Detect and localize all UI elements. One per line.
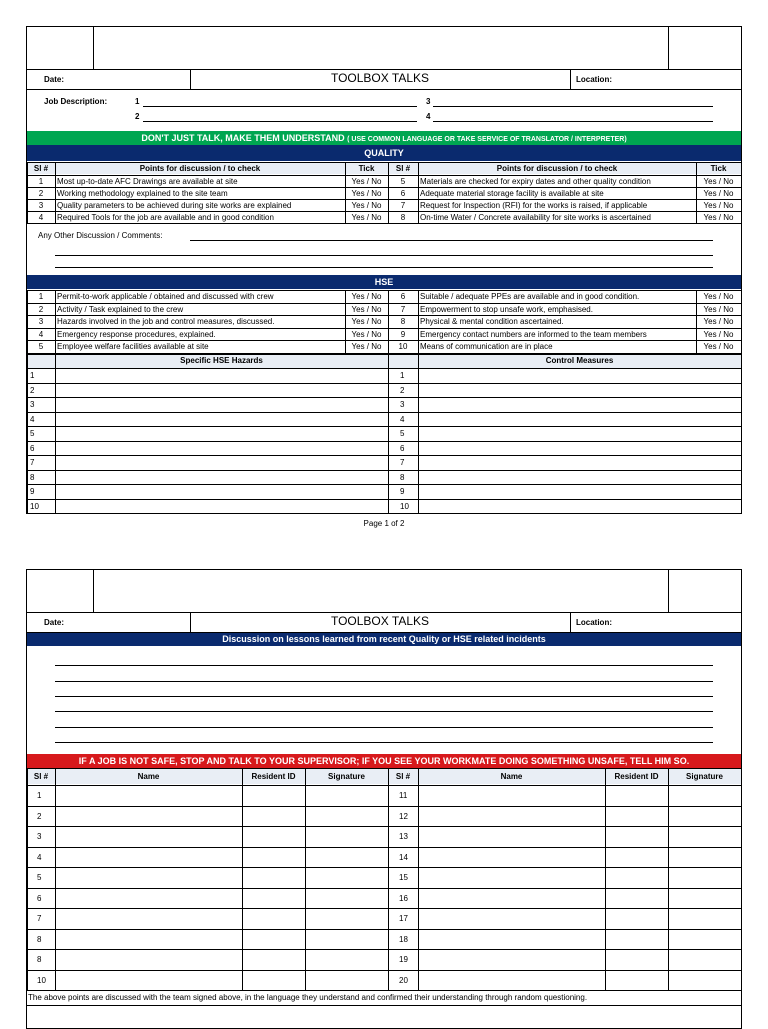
row-sl: 1 bbox=[38, 292, 44, 301]
grid-line bbox=[418, 162, 419, 223]
hazard-input[interactable] bbox=[56, 442, 387, 456]
page-number: Page 1 of 2 bbox=[363, 519, 405, 528]
tick-yes-no[interactable]: Yes / No bbox=[351, 201, 382, 210]
tick-yes-no[interactable]: Yes / No bbox=[703, 201, 734, 210]
tick-yes-no[interactable]: Yes / No bbox=[703, 317, 734, 326]
resident-id-input[interactable] bbox=[243, 807, 305, 827]
grid-line bbox=[27, 354, 28, 513]
name-input[interactable] bbox=[419, 930, 605, 950]
signoff-row-number: 19 bbox=[399, 955, 408, 964]
grid-line bbox=[741, 290, 742, 353]
signature-input[interactable] bbox=[306, 807, 388, 827]
resident-id-input[interactable] bbox=[243, 868, 305, 888]
signoff-col-header-signature: Signature bbox=[686, 772, 723, 781]
checklist-item-text: Materials are checked for expiry dates and other quality condition bbox=[420, 177, 651, 186]
comments-line-1[interactable] bbox=[190, 240, 713, 241]
page2-logo-divider-right bbox=[668, 569, 669, 612]
resident-id-input[interactable] bbox=[606, 950, 668, 970]
job-desc-num-2: 2 bbox=[135, 112, 140, 121]
signoff-row-number: 18 bbox=[399, 934, 408, 944]
row-sl: 2 bbox=[38, 304, 44, 314]
lessons-line[interactable] bbox=[55, 727, 713, 728]
control-row-number: 7 bbox=[400, 458, 405, 467]
checklist-item-text: Working methodology explained to the site team bbox=[57, 189, 228, 198]
page1-logo-divider-right bbox=[668, 26, 669, 69]
hse-title: HSE bbox=[27, 275, 741, 289]
footer-note: The above points are discussed with the team signed above, in the language they understand and confirmed their understanding through random questioning. bbox=[28, 993, 588, 1002]
lessons-line[interactable] bbox=[55, 681, 713, 682]
tick-yes-no[interactable]: Yes / No bbox=[703, 304, 734, 314]
signoff-row-number: 20 bbox=[399, 975, 408, 985]
col-header-points: Points for discussion / to check bbox=[139, 164, 261, 173]
row-sl: 4 bbox=[38, 213, 44, 222]
understand-banner bbox=[27, 131, 741, 145]
col-header-tick: Tick bbox=[358, 164, 375, 173]
control-measure-input[interactable] bbox=[419, 398, 740, 412]
grid-line bbox=[27, 354, 741, 355]
job-description-label: Job Description: bbox=[44, 97, 108, 106]
control-measure-input[interactable] bbox=[419, 369, 740, 383]
grid-line bbox=[27, 990, 741, 991]
hazard-input[interactable] bbox=[56, 398, 387, 412]
signoff-row-number: 4 bbox=[37, 852, 42, 862]
col-header-sl: Sl # bbox=[33, 164, 49, 173]
control-row-number: 4 bbox=[400, 414, 405, 424]
name-input[interactable] bbox=[56, 786, 242, 806]
resident-id-input[interactable] bbox=[243, 827, 305, 847]
grid-line bbox=[388, 354, 389, 513]
name-input[interactable] bbox=[56, 971, 242, 991]
row-sl: 4 bbox=[38, 329, 44, 339]
row-sl: 5 bbox=[38, 342, 44, 351]
job-desc-field-4[interactable] bbox=[433, 121, 713, 122]
signature-input[interactable] bbox=[669, 827, 741, 847]
resident-id-input[interactable] bbox=[243, 909, 305, 929]
date-label: Date: bbox=[44, 75, 65, 84]
resident-id-input[interactable] bbox=[606, 971, 668, 991]
name-input[interactable] bbox=[56, 930, 242, 950]
row-sl: 3 bbox=[38, 201, 44, 210]
hazard-row-number: 10 bbox=[30, 501, 39, 511]
page1-logo-divider-left bbox=[93, 26, 94, 69]
checklist-item-text: Activity / Task explained to the crew bbox=[57, 304, 184, 314]
resident-id-input[interactable] bbox=[606, 827, 668, 847]
row-sl: 6 bbox=[400, 292, 406, 301]
signature-input[interactable] bbox=[669, 807, 741, 827]
control-row-number: 1 bbox=[400, 371, 405, 380]
job-desc-field-2[interactable] bbox=[143, 121, 417, 122]
page2-location-label: Location: bbox=[576, 618, 612, 627]
name-input[interactable] bbox=[419, 868, 605, 888]
signoff-row-number: 17 bbox=[399, 914, 408, 923]
signoff-row-number: 8 bbox=[37, 934, 42, 944]
control-measure-input[interactable] bbox=[419, 471, 740, 485]
resident-id-input[interactable] bbox=[606, 807, 668, 827]
hazard-row-number: 2 bbox=[30, 385, 35, 395]
tick-yes-no[interactable]: Yes / No bbox=[351, 292, 382, 301]
name-input[interactable] bbox=[419, 950, 605, 970]
row-sl: 5 bbox=[400, 177, 406, 186]
row-sl: 2 bbox=[38, 189, 44, 198]
checklist-item-text: Means of communication are in place bbox=[420, 342, 553, 351]
resident-id-input[interactable] bbox=[606, 889, 668, 909]
signature-input[interactable] bbox=[306, 889, 388, 909]
grid-line bbox=[741, 162, 742, 223]
name-input[interactable] bbox=[56, 827, 242, 847]
tick-yes-no[interactable]: Yes / No bbox=[703, 213, 734, 222]
control-measure-input[interactable] bbox=[419, 442, 740, 456]
control-row-number: 8 bbox=[400, 472, 405, 482]
tick-yes-no[interactable]: Yes / No bbox=[703, 329, 734, 339]
page2-date-label: Date: bbox=[44, 618, 65, 627]
signoff-col-header-name: Name bbox=[500, 772, 523, 781]
resident-id-input[interactable] bbox=[243, 930, 305, 950]
page1-title-row-bottom bbox=[26, 89, 742, 90]
hazard-row-number: 3 bbox=[30, 400, 35, 409]
row-sl: 7 bbox=[400, 304, 406, 314]
lessons-line[interactable] bbox=[55, 742, 713, 743]
signoff-row-number: 12 bbox=[399, 811, 408, 821]
control-measure-input[interactable] bbox=[419, 427, 740, 441]
signature-input[interactable] bbox=[306, 868, 388, 888]
resident-id-input[interactable] bbox=[243, 848, 305, 868]
checklist-item-text: Permit-to-work applicable / obtained and discussed with crew bbox=[57, 292, 274, 301]
grid-line bbox=[27, 513, 741, 514]
tick-yes-no[interactable]: Yes / No bbox=[351, 177, 382, 186]
hazard-row-number: 5 bbox=[30, 429, 35, 438]
signoff-row-number: 16 bbox=[399, 893, 408, 903]
control-row-number: 9 bbox=[400, 487, 405, 496]
signoff-col-header-resident-id: Resident ID bbox=[614, 772, 659, 781]
tick-yes-no[interactable]: Yes / No bbox=[351, 342, 382, 351]
control-measure-input[interactable] bbox=[419, 500, 740, 514]
checklist-item-text: Physical & mental condition ascertained. bbox=[420, 317, 564, 326]
signature-input[interactable] bbox=[669, 868, 741, 888]
name-input[interactable] bbox=[419, 848, 605, 868]
control-row-number: 3 bbox=[400, 400, 405, 409]
tick-yes-no[interactable]: Yes / No bbox=[703, 177, 734, 186]
hazard-row-number: 4 bbox=[30, 414, 35, 424]
tick-yes-no[interactable]: Yes / No bbox=[351, 304, 382, 314]
checklist-item-text: Most up-to-date AFC Drawings are available at site bbox=[57, 177, 238, 186]
banner-sub-text: ( USE COMMON LANGUAGE OR TAKE SERVICE OF TRANSLATOR / INTERPRETER) bbox=[347, 136, 627, 143]
signoff-col-header-resident-id: Resident ID bbox=[251, 772, 296, 781]
signature-input[interactable] bbox=[306, 786, 388, 806]
signoff-row-number: 1 bbox=[37, 791, 42, 800]
hazard-row-number: 8 bbox=[30, 472, 35, 482]
signoff-row-number: 3 bbox=[37, 832, 42, 841]
lessons-banner: Discussion on lessons learned from recent Quality or HSE related incidents bbox=[27, 633, 741, 646]
row-sl: 6 bbox=[400, 189, 406, 198]
page1-title-divider2 bbox=[570, 69, 571, 89]
resident-id-input[interactable] bbox=[243, 786, 305, 806]
grid-line bbox=[27, 162, 741, 163]
resident-id-input[interactable] bbox=[606, 930, 668, 950]
hazard-input[interactable] bbox=[56, 384, 387, 398]
control-measure-input[interactable] bbox=[419, 485, 740, 499]
checklist-item-text: Suitable / adequate PPEs are available and in good condition. bbox=[420, 292, 640, 301]
grid-line bbox=[741, 768, 742, 990]
signoff-row-number: 15 bbox=[399, 873, 408, 882]
hazard-row-number: 1 bbox=[30, 371, 35, 380]
tick-yes-no[interactable]: Yes / No bbox=[351, 329, 382, 339]
hazard-input[interactable] bbox=[56, 471, 387, 485]
tick-yes-no[interactable]: Yes / No bbox=[703, 189, 734, 198]
any-other-label: Any Other Discussion / Comments: bbox=[38, 231, 163, 240]
name-input[interactable] bbox=[56, 889, 242, 909]
resident-id-input[interactable] bbox=[606, 909, 668, 929]
signature-input[interactable] bbox=[306, 827, 388, 847]
grid-line bbox=[27, 768, 28, 990]
name-input[interactable] bbox=[56, 807, 242, 827]
signoff-col-header-sl: Sl # bbox=[33, 772, 49, 781]
signature-input[interactable] bbox=[669, 950, 741, 970]
signature-input[interactable] bbox=[669, 848, 741, 868]
lessons-line[interactable] bbox=[55, 711, 713, 712]
controls-header: Control Measures bbox=[545, 356, 614, 365]
page2-title-divider2 bbox=[570, 612, 571, 632]
banner-main-text: DON'T JUST TALK, MAKE THEM UNDERSTAND bbox=[141, 133, 345, 143]
grid-line bbox=[27, 768, 741, 769]
job-desc-num-3: 3 bbox=[426, 97, 431, 106]
page2-header-divider bbox=[26, 612, 742, 613]
checklist-item-text: Quality parameters to be achieved during site works are explained bbox=[57, 201, 292, 210]
grid-line bbox=[418, 290, 419, 353]
resident-id-input[interactable] bbox=[243, 971, 305, 991]
hazard-input[interactable] bbox=[56, 485, 387, 499]
resident-id-input[interactable] bbox=[606, 868, 668, 888]
row-sl: 7 bbox=[400, 201, 406, 210]
signature-input[interactable] bbox=[306, 848, 388, 868]
control-row-number: 2 bbox=[400, 385, 405, 395]
hazard-row-number: 9 bbox=[30, 487, 35, 496]
name-input[interactable] bbox=[56, 868, 242, 888]
hazard-input[interactable] bbox=[56, 413, 387, 427]
signoff-row-number: 2 bbox=[37, 811, 42, 821]
page1-header-divider bbox=[26, 69, 742, 70]
row-sl: 1 bbox=[38, 177, 44, 186]
row-sl: 8 bbox=[400, 213, 406, 222]
grid-line bbox=[388, 768, 389, 990]
checklist-item-text: Emergency response procedures, explained. bbox=[57, 329, 216, 339]
checklist-item-text: Empowerment to stop unsafe work, emphasised. bbox=[420, 304, 593, 314]
col-header-tick: Tick bbox=[710, 164, 727, 173]
signoff-row-number: 7 bbox=[37, 914, 42, 923]
tick-yes-no[interactable]: Yes / No bbox=[703, 342, 734, 351]
signature-input[interactable] bbox=[669, 889, 741, 909]
signoff-row-number: 14 bbox=[399, 852, 408, 862]
control-row-number: 5 bbox=[400, 429, 405, 438]
resident-id-input[interactable] bbox=[243, 889, 305, 909]
hazards-header: Specific HSE Hazards bbox=[180, 356, 263, 365]
checklist-item-text: Adequate material storage facility is available at site bbox=[420, 189, 604, 198]
checklist-item-text: Hazards involved in the job and control measures, discussed. bbox=[57, 317, 275, 326]
checklist-item-text: Request for Inspection (RFI) for the works is raised, if applicable bbox=[420, 201, 648, 210]
control-measure-input[interactable] bbox=[419, 456, 740, 470]
signoff-row-number: 6 bbox=[37, 893, 42, 903]
page2-logo-divider-left bbox=[93, 569, 94, 612]
row-sl: 10 bbox=[398, 342, 408, 351]
hazard-input[interactable] bbox=[56, 427, 387, 441]
hazard-input[interactable] bbox=[56, 369, 387, 383]
control-row-number: 6 bbox=[400, 443, 405, 453]
tick-yes-no[interactable]: Yes / No bbox=[703, 292, 734, 301]
lessons-line[interactable] bbox=[55, 665, 713, 666]
page2-form-title: TOOLBOX TALKS bbox=[330, 614, 430, 628]
signoff-col-header-signature: Signature bbox=[328, 772, 365, 781]
job-desc-field-1[interactable] bbox=[143, 106, 417, 107]
name-input[interactable] bbox=[56, 909, 242, 929]
tick-yes-no[interactable]: Yes / No bbox=[351, 189, 382, 198]
name-input[interactable] bbox=[419, 786, 605, 806]
signoff-row-number: 10 bbox=[37, 975, 46, 985]
control-measure-input[interactable] bbox=[419, 384, 740, 398]
signature-input[interactable] bbox=[669, 786, 741, 806]
job-desc-num-1: 1 bbox=[135, 97, 140, 106]
job-desc-num-4: 4 bbox=[426, 112, 431, 121]
row-sl: 3 bbox=[38, 317, 44, 326]
signoff-col-header-name: Name bbox=[137, 772, 160, 781]
comments-line-3[interactable] bbox=[55, 267, 713, 268]
name-input[interactable] bbox=[419, 909, 605, 929]
quality-title: QUALITY bbox=[27, 145, 741, 161]
name-input[interactable] bbox=[56, 950, 242, 970]
hazard-input[interactable] bbox=[56, 456, 387, 470]
location-label: Location: bbox=[576, 75, 612, 84]
control-measure-input[interactable] bbox=[419, 413, 740, 427]
job-desc-field-3[interactable] bbox=[433, 106, 713, 107]
form-title: TOOLBOX TALKS bbox=[330, 71, 430, 85]
signature-input[interactable] bbox=[669, 930, 741, 950]
name-input[interactable] bbox=[419, 971, 605, 991]
name-input[interactable] bbox=[419, 889, 605, 909]
footer-divider bbox=[26, 1005, 742, 1006]
checklist-item-text: Required Tools for the job are available and in good condition bbox=[57, 213, 274, 222]
col-header-points: Points for discussion / to check bbox=[496, 164, 618, 173]
checklist-item-text: On-time Water / Concrete availability for site works is ascertained bbox=[420, 213, 651, 222]
hazard-input[interactable] bbox=[56, 500, 387, 514]
signature-input[interactable] bbox=[669, 909, 741, 929]
row-sl: 8 bbox=[400, 317, 406, 326]
col-header-sl: Sl # bbox=[395, 164, 411, 173]
name-input[interactable] bbox=[419, 827, 605, 847]
signature-input[interactable] bbox=[306, 909, 388, 929]
name-input[interactable] bbox=[56, 848, 242, 868]
grid-line bbox=[55, 290, 56, 353]
resident-id-input[interactable] bbox=[606, 848, 668, 868]
checklist-item-text: Employee welfare facilities available at site bbox=[57, 342, 209, 351]
checklist-item-text: Emergency contact numbers are informed to the team members bbox=[420, 329, 647, 339]
signoff-row-number: 8 bbox=[37, 955, 42, 964]
row-sl: 9 bbox=[400, 329, 406, 339]
hazard-row-number: 7 bbox=[30, 458, 35, 467]
signature-input[interactable] bbox=[669, 971, 741, 991]
resident-id-input[interactable] bbox=[243, 950, 305, 970]
hazard-row-number: 6 bbox=[30, 443, 35, 453]
signature-input[interactable] bbox=[306, 930, 388, 950]
resident-id-input[interactable] bbox=[606, 786, 668, 806]
signoff-col-header-sl: Sl # bbox=[395, 772, 411, 781]
signoff-row-number: 13 bbox=[399, 832, 408, 841]
grid-line bbox=[741, 354, 742, 513]
signoff-row-number: 5 bbox=[37, 873, 42, 882]
signoff-row-number: 11 bbox=[399, 791, 408, 800]
tick-yes-no[interactable]: Yes / No bbox=[351, 213, 382, 222]
comments-line-2[interactable] bbox=[55, 255, 713, 256]
warning-banner: IF A JOB IS NOT SAFE, STOP AND TALK TO YOUR SUPERVISOR; IF YOU SEE YOUR WORKMATE DOING SOMETHING UNSAFE, TELL HIM SO. bbox=[27, 754, 741, 768]
grid-line bbox=[55, 162, 56, 223]
signature-input[interactable] bbox=[306, 971, 388, 991]
tick-yes-no[interactable]: Yes / No bbox=[351, 317, 382, 326]
grid-line bbox=[27, 223, 741, 224]
control-row-number: 10 bbox=[400, 501, 409, 511]
lessons-line[interactable] bbox=[55, 696, 713, 697]
name-input[interactable] bbox=[419, 807, 605, 827]
signature-input[interactable] bbox=[306, 950, 388, 970]
